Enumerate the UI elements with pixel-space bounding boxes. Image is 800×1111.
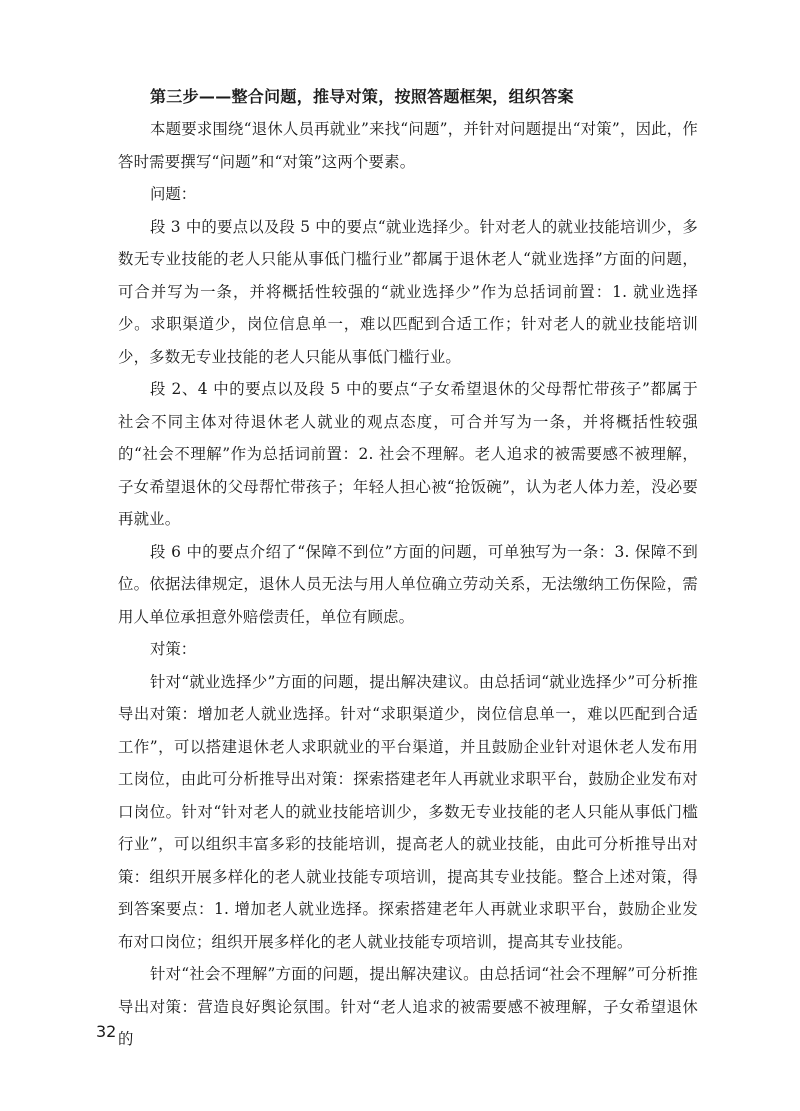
intro-paragraph: 本题要求围绕“退休人员再就业”来找“问题”，并针对问题提出“对策”，因此，作答时需要撰写“问题”和“对策”这两个要素。 — [118, 120, 698, 171]
step-heading: 第三步——整合问题，推导对策，按照答题框架，组织答案 — [150, 87, 574, 106]
problem-paragraph-3: 段 6 中的要点介绍了“保障不到位”方面的问题，可单独写为一条：3. 保障不到位。依据法律规定，退休人员无法与用人单位确立劳动关系，无法缴纳工伤保险，需用人单位承担意外赔偿责任，单位有顾虑。 — [118, 542, 698, 626]
page-content — [118, 84, 698, 1056]
countermeasure-paragraph-1: 针对“就业选择少”方面的问题，提出解决建议。由总括词“就业选择少”可分析推导出对策：增加老人就业选择。针对“求职渠道少，岗位信息单一，难以匹配到合适工作”，可以搭建退休老人求职就业的平台渠道，并且鼓励企业针对退休老人发布用工岗位，由此可分析推导出对策：探索搭建老年人再就业求职平台，鼓励企业发布对口岗位。针对“针对老人的就业技能培训少，多数无专业技能的老人只能从事低门槛行业”，可以组织丰富多彩的技能培训，提高老人的就业技能，由此可分析推导出对策：组织开展多样化的老人就业技能专项培训，提高其专业技能。整合上述对策，得到答案要点：1. 增加老人就业选择。探索搭建老年人再就业求职平台，鼓励企业发布对口岗位；组织开展多样化的老人就业技能专项培训，提高其专业技能。 — [118, 672, 698, 951]
problems-subheading: 问题： — [150, 185, 197, 203]
countermeasure-paragraph-2: 针对“社会不理解”方面的问题，提出解决建议。由总括词“社会不理解”可分析推导出对策：营造良好舆论氛围。针对“老人追求的被需要感不被理解，子女希望退休的 — [118, 965, 698, 1048]
countermeasures-subheading: 对策： — [150, 640, 197, 658]
page-number: 32 — [96, 1022, 117, 1041]
problem-paragraph-1: 段 3 中的要点以及段 5 中的要点“就业选择少。针对老人的就业技能培训少，多数无专业技能的老人只能从事低门槛行业”都属于退休老人“就业选择”方面的问题，可合并写为一条，并将概括性较强的“就业选择少”作为总括词前置：1. 就业选择少。求职渠道少，岗位信息单一，难以匹配到合适工作；针对老人的就业技能培训少，多数无专业技能的老人只能从事低门槛行业。 — [118, 217, 698, 366]
problem-paragraph-2: 段 2、4 中的要点以及段 5 中的要点“子女希望退休的父母帮忙带孩子”都属于社会不同主体对待退休老人就业的观点态度，可合并写为一条，并将概括性较强的“社会不理解”作为总括词前置：2. 社会不理解。老人追求的被需要感不被理解，子女希望退休的父母帮忙带孩子；年轻人担心被“抢饭碗”，认为老人体力差，没必要再就业。 — [118, 380, 698, 528]
